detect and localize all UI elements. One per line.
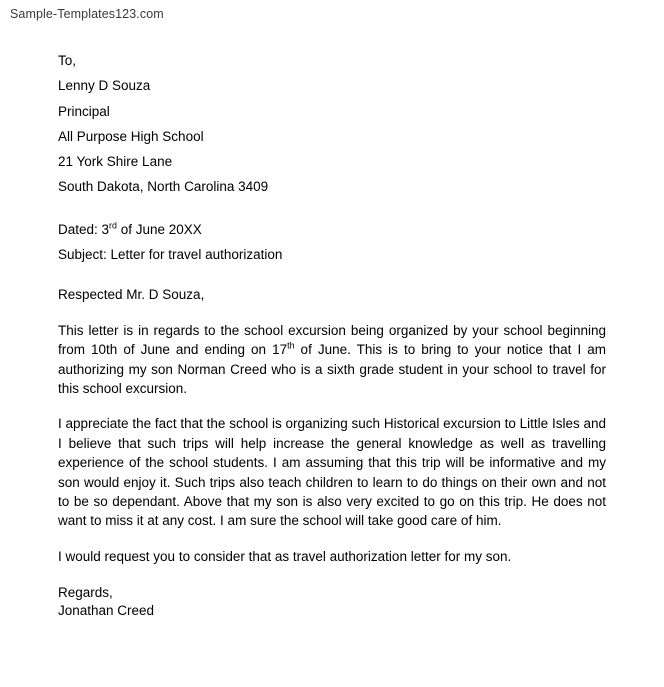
address-line: 21 York Shire Lane <box>58 154 173 170</box>
date-line <box>58 217 606 243</box>
address-line: To, <box>58 53 77 68</box>
closing-regards: Regards, <box>58 585 113 601</box>
body-paragraph-3: I would request you to consider that as travel authorization letter for my son. <box>58 548 512 564</box>
subject-line: Subject: Letter for travel authorization <box>58 247 283 263</box>
salutation: Respected Mr. D Souza, <box>58 286 205 302</box>
date-text-rest: of June 20XX <box>116 221 202 237</box>
letter-meta-block <box>58 217 606 268</box>
paragraph-1-ordinal-suffix: th <box>287 340 295 351</box>
date-text: Dated: 3 <box>58 221 110 237</box>
date-ordinal-suffix: rd <box>109 220 117 231</box>
site-watermark: Sample-Templates123.com <box>10 7 164 21</box>
body-paragraph-1 <box>58 321 606 399</box>
address-line: South Dakota, North Carolina 3409 <box>58 179 269 195</box>
paragraph-1-part-2: of June. This is to bring to your notice that I am authorizing my son Norman Creed who is a sixth grade student in your school to travel for this school excursion. <box>58 342 606 396</box>
paragraph-1-part-1: This letter is in regards to the school excursion being organized by your school beginning from 10th of June and ending on 17 <box>58 322 606 358</box>
body-paragraph-2: I appreciate the fact that the school is organizing such Historical excursion to Little Isles and I believe that such trips will help increase the general knowledge as well as travelling experience of the school students. I am assuming that this trip will be informative and my son would enjoy it. Such trips also teach children to learn to do things on their own and not to be so dependant. Above that my son is also very excited to go on this trip. He does not want to miss it at any cost. I am sure the school will take good care of him. <box>58 416 606 529</box>
letter-body <box>58 48 606 619</box>
sender-name: Jonathan Creed <box>58 602 155 618</box>
address-line: All Purpose High School <box>58 128 204 144</box>
address-line: Lenny D Souza <box>58 78 151 94</box>
address-line: Principal <box>58 103 110 119</box>
closing-block <box>58 584 606 619</box>
recipient-address-block <box>58 48 606 200</box>
